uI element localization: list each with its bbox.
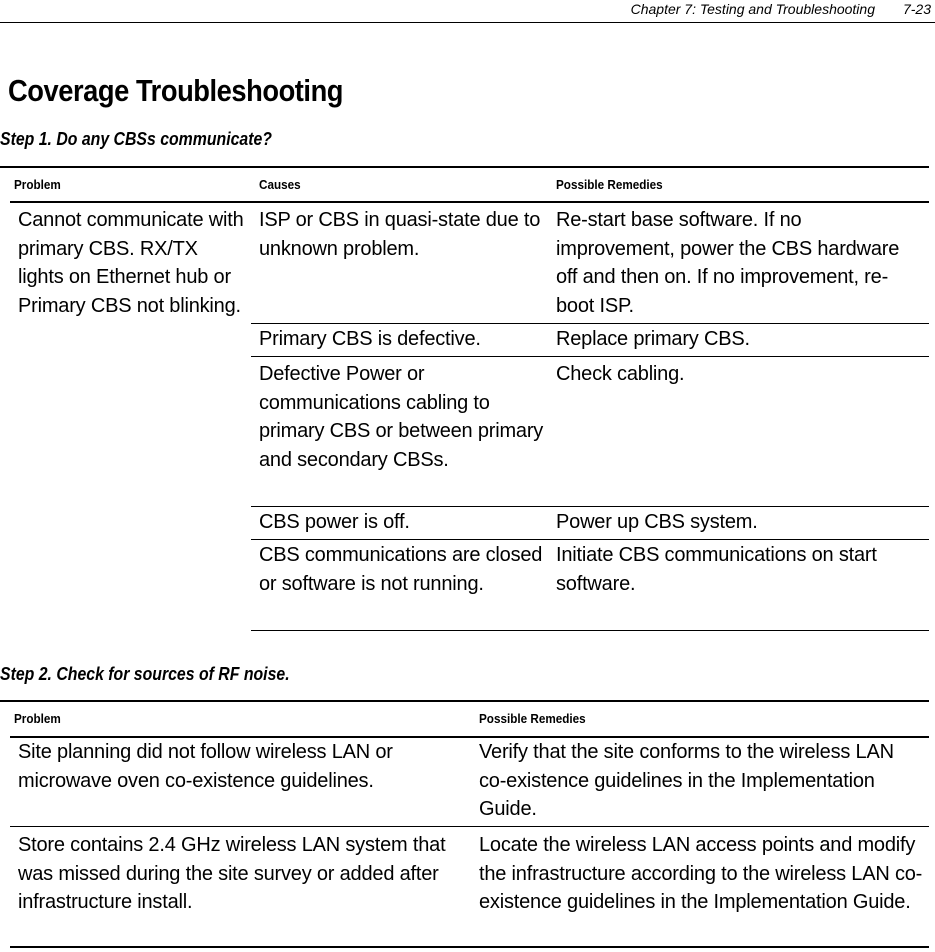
step1-header-rule bbox=[10, 201, 929, 203]
step1-row-divider bbox=[251, 356, 929, 357]
step2-top-rule bbox=[0, 700, 929, 702]
step2-problem-1: Site planning did not follow wireless LAN or microwave oven co-existence guidelines. bbox=[18, 741, 393, 792]
step1-col-causes: Causes bbox=[259, 177, 301, 192]
step1-cause-1: ISP or CBS in quasi-state due to unknown problem. bbox=[259, 209, 541, 260]
step1-col-problem: Problem bbox=[14, 177, 61, 192]
step1-row-divider bbox=[251, 539, 929, 540]
step2-remedy-1: Verify that the site conforms to the wireless LAN co-existence guidelines in the Implementation Guide. bbox=[479, 741, 894, 820]
step1-cause-4: CBS power is off. bbox=[259, 511, 410, 533]
chapter-title: Chapter 7: Testing and Troubleshooting bbox=[630, 1, 875, 17]
step1-remedy-3: Check cabling. bbox=[556, 363, 685, 385]
step2-heading: Step 2. Check for sources of RF noise. bbox=[0, 664, 290, 684]
step1-remedy-2: Replace primary CBS. bbox=[556, 328, 750, 350]
step2-problem-2: Store contains 2.4 GHz wireless LAN system that was missed during the site survey or added after infrastructure install. bbox=[18, 834, 446, 913]
step2-col-remedies: Possible Remedies bbox=[479, 711, 586, 726]
step1-remedy-4: Power up CBS system. bbox=[556, 511, 758, 533]
step1-col-remedies: Possible Remedies bbox=[556, 177, 663, 192]
step2-row-divider bbox=[10, 826, 929, 827]
step1-top-rule bbox=[0, 166, 929, 168]
step1-cause-5: CBS communications are closed or software is not running. bbox=[259, 544, 543, 595]
step1-problem: Cannot communicate with primary CBS. RX/TX lights on Ethernet hub or Primary CBS not blinking. bbox=[18, 209, 244, 317]
step1-remedy-1: Re-start base software. If no improvement, power the CBS hardware off and then on. If no improvement, re-boot ISP. bbox=[556, 209, 900, 317]
step1-bottom-rule bbox=[251, 630, 929, 631]
step2-bottom-rule bbox=[10, 946, 929, 948]
page-title: Coverage Troubleshooting bbox=[8, 73, 344, 108]
step1-row-divider bbox=[251, 323, 929, 324]
step1-cause-2: Primary CBS is defective. bbox=[259, 328, 481, 350]
step1-row-divider bbox=[251, 506, 929, 507]
step1-heading: Step 1. Do any CBSs communicate? bbox=[0, 129, 272, 149]
page-number: 7-23 bbox=[902, 1, 931, 17]
step2-col-problem: Problem bbox=[14, 711, 61, 726]
step2-remedy-2: Locate the wireless LAN access points and modify the infrastructure according to the wireless LAN co-existence guidelines in the Implementation Guide. bbox=[479, 834, 923, 913]
step1-remedy-5: Initiate CBS communications on start software. bbox=[556, 544, 877, 595]
page-header bbox=[0, 0, 935, 23]
step1-cause-3: Defective Power or communications cabling to primary CBS or between primary and secondary CBSs. bbox=[259, 363, 544, 471]
